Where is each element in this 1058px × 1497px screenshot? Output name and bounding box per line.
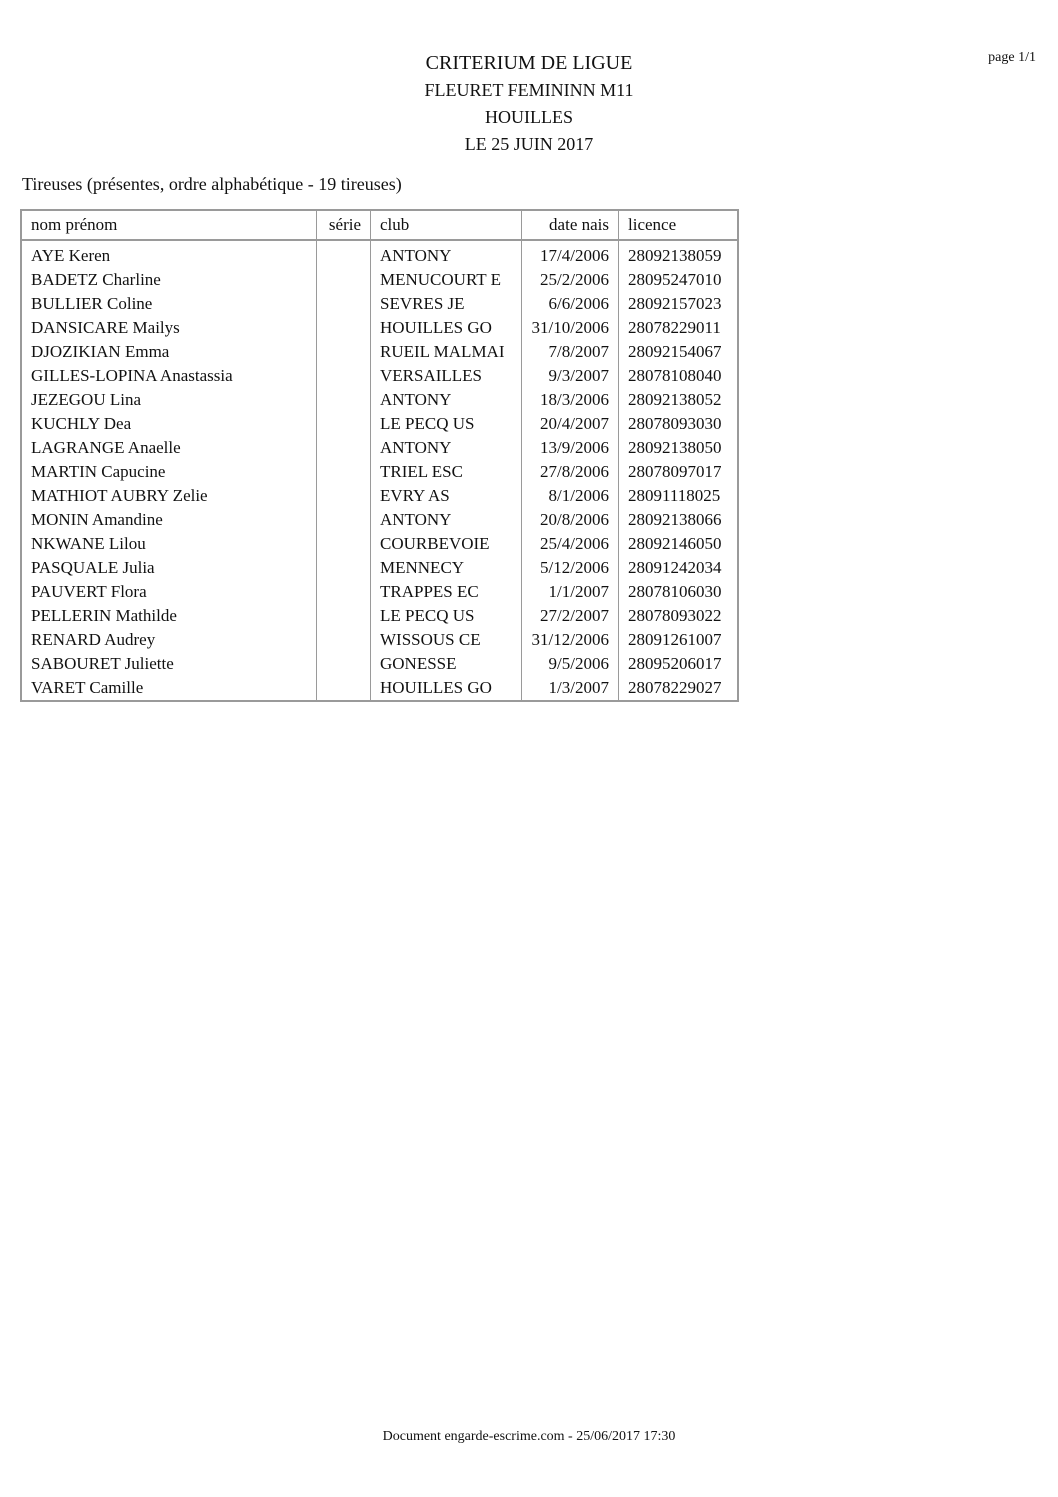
fencer-licence: 28091242034 xyxy=(619,556,739,580)
document-footer: Document engarde-escrime.com - 25/06/2017 17:30 xyxy=(382,1429,676,1444)
fencer-birth-date: 31/12/2006 xyxy=(522,628,619,652)
fencer-name: MONIN Amandine xyxy=(21,508,317,532)
column-header-club: club xyxy=(371,210,522,240)
fencer-club: COURBEVOIE xyxy=(371,532,522,556)
fencer-club: ANTONY xyxy=(371,436,522,460)
table-row xyxy=(21,436,738,460)
fencer-serie xyxy=(317,484,371,508)
fencer-club: TRIEL ESC xyxy=(371,460,522,484)
fencer-name: MATHIOT AUBRY Zelie xyxy=(21,484,317,508)
fencer-birth-date: 1/3/2007 xyxy=(522,676,619,701)
fencer-name: GILLES-LOPINA Anastassia xyxy=(21,364,317,388)
fencer-club: EVRY AS xyxy=(371,484,522,508)
fencer-serie xyxy=(317,388,371,412)
fencer-serie xyxy=(317,508,371,532)
fencer-licence: 28092138066 xyxy=(619,508,739,532)
fencers-table xyxy=(20,209,739,702)
fencer-birth-date: 27/8/2006 xyxy=(522,460,619,484)
table-row xyxy=(21,532,738,556)
table-row xyxy=(21,604,738,628)
fencer-birth-date: 9/3/2007 xyxy=(522,364,619,388)
fencer-name: LAGRANGE Anaelle xyxy=(21,436,317,460)
table-row xyxy=(21,292,738,316)
fencer-serie xyxy=(317,340,371,364)
fencer-serie xyxy=(317,436,371,460)
fencer-club: SEVRES JE xyxy=(371,292,522,316)
fencer-serie xyxy=(317,460,371,484)
fencer-club: MENNECY xyxy=(371,556,522,580)
fencer-birth-date: 31/10/2006 xyxy=(522,316,619,340)
event-location: HOUILLES xyxy=(485,107,573,127)
column-header-name: nom prénom xyxy=(21,210,317,240)
fencer-birth-date: 7/8/2007 xyxy=(522,340,619,364)
fencer-licence: 28078229027 xyxy=(619,676,739,701)
fencer-licence: 28092146050 xyxy=(619,532,739,556)
table-row xyxy=(21,628,738,652)
fencer-birth-date: 25/2/2006 xyxy=(522,268,619,292)
fencer-birth-date: 1/1/2007 xyxy=(522,580,619,604)
fencer-club: ANTONY xyxy=(371,508,522,532)
fencer-club: ANTONY xyxy=(371,388,522,412)
fencer-name: SABOURET Juliette xyxy=(21,652,317,676)
fencer-serie xyxy=(317,268,371,292)
fencer-serie xyxy=(317,676,371,701)
document-header xyxy=(0,50,1058,158)
fencer-licence: 28091118025 xyxy=(619,484,739,508)
table-body xyxy=(21,240,738,701)
fencer-birth-date: 25/4/2006 xyxy=(522,532,619,556)
list-caption: Tireuses (présentes, ordre alphabétique - 19 tireuses) xyxy=(22,174,402,194)
fencer-name: AYE Keren xyxy=(21,240,317,268)
table-row xyxy=(21,340,738,364)
fencer-club: VERSAILLES xyxy=(371,364,522,388)
fencer-licence: 28078093022 xyxy=(619,604,739,628)
column-header-birth-date: date nais xyxy=(522,210,619,240)
fencer-licence: 28078229011 xyxy=(619,316,739,340)
fencer-club: GONESSE xyxy=(371,652,522,676)
table-row xyxy=(21,652,738,676)
fencer-licence: 28078108040 xyxy=(619,364,739,388)
table-row xyxy=(21,460,738,484)
fencer-birth-date: 20/8/2006 xyxy=(522,508,619,532)
fencer-serie xyxy=(317,240,371,268)
fencer-serie xyxy=(317,292,371,316)
fencer-name: BADETZ Charline xyxy=(21,268,317,292)
fencer-serie xyxy=(317,364,371,388)
fencer-licence: 28078106030 xyxy=(619,580,739,604)
fencer-serie xyxy=(317,532,371,556)
fencer-club: ANTONY xyxy=(371,240,522,268)
fencer-licence: 28078093030 xyxy=(619,412,739,436)
fencer-birth-date: 27/2/2007 xyxy=(522,604,619,628)
fencer-club: HOUILLES GO xyxy=(371,316,522,340)
fencer-name: NKWANE Lilou xyxy=(21,532,317,556)
fencer-serie xyxy=(317,604,371,628)
table-row xyxy=(21,240,738,268)
fencer-club: MENUCOURT E xyxy=(371,268,522,292)
fencer-name: DANSICARE Mailys xyxy=(21,316,317,340)
column-header-serie: série xyxy=(317,210,371,240)
table-row xyxy=(21,508,738,532)
fencer-club: LE PECQ US xyxy=(371,412,522,436)
fencer-name: JEZEGOU Lina xyxy=(21,388,317,412)
fencer-licence: 28092154067 xyxy=(619,340,739,364)
fencer-name: RENARD Audrey xyxy=(21,628,317,652)
event-date: LE 25 JUIN 2017 xyxy=(464,134,594,154)
table-row xyxy=(21,580,738,604)
fencer-name: MARTIN Capucine xyxy=(21,460,317,484)
fencer-name: VARET Camille xyxy=(21,676,317,701)
fencer-club: RUEIL MALMAI xyxy=(371,340,522,364)
fencer-name: DJOZIKIAN Emma xyxy=(21,340,317,364)
fencer-birth-date: 18/3/2006 xyxy=(522,388,619,412)
fencer-licence: 28092138052 xyxy=(619,388,739,412)
fencer-name: BULLIER Coline xyxy=(21,292,317,316)
fencer-licence: 28095206017 xyxy=(619,652,739,676)
fencer-birth-date: 13/9/2006 xyxy=(522,436,619,460)
fencer-licence: 28091261007 xyxy=(619,628,739,652)
fencer-licence: 28092138050 xyxy=(619,436,739,460)
fencer-serie xyxy=(317,316,371,340)
fencer-name: KUCHLY Dea xyxy=(21,412,317,436)
fencer-serie xyxy=(317,580,371,604)
fencer-serie xyxy=(317,412,371,436)
fencer-name: PELLERIN Mathilde xyxy=(21,604,317,628)
fencer-serie xyxy=(317,628,371,652)
table-row xyxy=(21,484,738,508)
page-number: page 1/1 xyxy=(988,50,1036,65)
fencer-licence: 28092138059 xyxy=(619,240,739,268)
column-header-licence: licence xyxy=(619,210,739,240)
fencer-licence: 28078097017 xyxy=(619,460,739,484)
fencer-club: WISSOUS CE xyxy=(371,628,522,652)
fencer-birth-date: 17/4/2006 xyxy=(522,240,619,268)
table-row xyxy=(21,412,738,436)
event-name: FLEURET FEMININN M11 xyxy=(424,80,634,100)
fencer-club: LE PECQ US xyxy=(371,604,522,628)
fencer-serie xyxy=(317,556,371,580)
table-row xyxy=(21,268,738,292)
table-row xyxy=(21,364,738,388)
fencer-birth-date: 20/4/2007 xyxy=(522,412,619,436)
fencer-birth-date: 6/6/2006 xyxy=(522,292,619,316)
table-row xyxy=(21,388,738,412)
fencer-serie xyxy=(317,652,371,676)
fencer-birth-date: 9/5/2006 xyxy=(522,652,619,676)
table-row xyxy=(21,676,738,701)
fencer-licence: 28092157023 xyxy=(619,292,739,316)
competition-title: CRITERIUM DE LIGUE xyxy=(425,52,633,74)
fencer-licence: 28095247010 xyxy=(619,268,739,292)
fencer-birth-date: 8/1/2006 xyxy=(522,484,619,508)
table-row xyxy=(21,556,738,580)
fencer-birth-date: 5/12/2006 xyxy=(522,556,619,580)
fencer-name: PAUVERT Flora xyxy=(21,580,317,604)
fencer-name: PASQUALE Julia xyxy=(21,556,317,580)
table-header-row xyxy=(21,210,738,240)
fencer-club: TRAPPES EC xyxy=(371,580,522,604)
table-row xyxy=(21,316,738,340)
fencer-club: HOUILLES GO xyxy=(371,676,522,701)
